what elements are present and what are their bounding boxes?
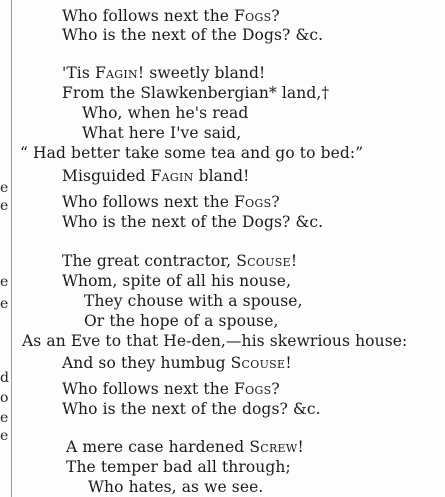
margin-fragment: e [0, 296, 9, 312]
verse-line: They chouse with a spouse, [84, 292, 303, 310]
margin-fragment: e [0, 428, 9, 444]
verse-line: Who follows next the Fogs? [62, 7, 280, 25]
margin-fragment: e [0, 180, 9, 196]
verse-line: As an Eve to that He-den,—his skewrious house: [22, 332, 408, 350]
column-rule [11, 0, 12, 497]
margin-fragment: d [0, 370, 9, 386]
verse-line: From the Slawkenbergian* land,† [62, 84, 330, 102]
verse-line: “ Had better take some tea and go to bed:” [20, 144, 364, 162]
margin-fragment: e [0, 198, 9, 214]
margin-fragment: o [0, 390, 9, 406]
verse-line: Who follows next the Fogs? [62, 380, 280, 398]
verse-line: Or the hope of a spouse, [84, 312, 279, 330]
verse-line: What here I've said, [82, 124, 242, 142]
verse-line: The temper bad all through; [66, 458, 291, 476]
verse-line: Misguided Fagin bland! [62, 167, 250, 185]
verse-line: Who, when he's read [82, 104, 249, 122]
verse-line: Who is the next of the Dogs? &c. [62, 213, 324, 231]
verse-line: Who follows next the Fogs? [62, 193, 280, 211]
verse-line: A mere case hardened Screw! [66, 438, 304, 456]
margin-fragment: e [0, 410, 9, 426]
verse-line: 'Tis Fagin! sweetly bland! [62, 64, 266, 82]
verse-line: Who is the next of the Dogs? &c. [62, 26, 324, 44]
verse-line: Whom, spite of all his nouse, [62, 272, 292, 290]
verse-line: The great contractor, Scouse! [62, 252, 298, 270]
verse-line: Who is the next of the dogs? &c. [62, 400, 321, 418]
verse-line: And so they humbug Scouse! [62, 354, 292, 372]
verse-line: Who hates, as we see. [88, 478, 264, 496]
margin-fragment: e [0, 274, 9, 290]
